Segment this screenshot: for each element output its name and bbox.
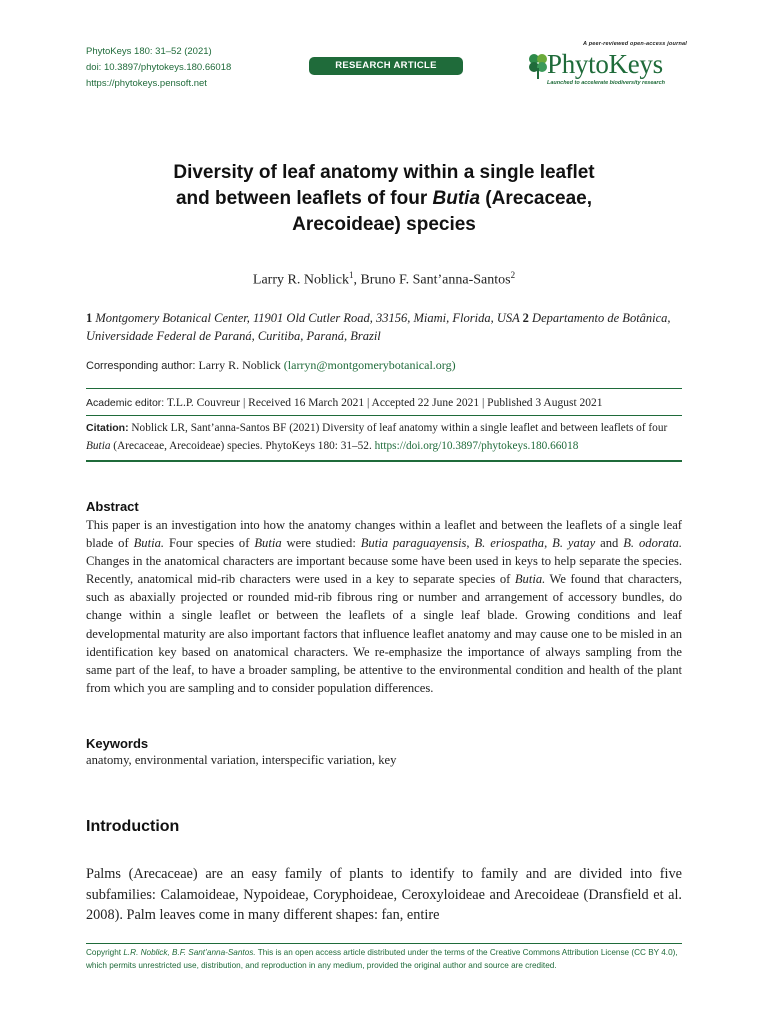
abstract-text: , xyxy=(466,536,475,551)
author-2[interactable]: Bruno F. Sant’anna-Santos xyxy=(360,272,511,288)
editorial-dates: T.L.P. Couvreur | Received 16 March 2021 | Accepted 22 June 2021 | Published 3 August 2021 xyxy=(164,397,603,409)
copyright-license: This is an open access article distributed under the terms of the Creative Commons Attribution License (CC BY 4.0), which permits unrestricted use, distribution, and reproduction in any medium, provided the original author and source are credited. xyxy=(86,948,678,970)
affil-2-number: 2 xyxy=(522,311,529,325)
abstract-taxon: Butia. xyxy=(514,572,546,587)
research-article-badge: RESEARCH ARTICLE xyxy=(309,57,463,75)
copyright-pre: Copyright xyxy=(86,948,124,957)
title-line-2 xyxy=(90,186,678,212)
divider xyxy=(86,460,682,462)
divider xyxy=(86,388,682,389)
editor-label: Academic editor: xyxy=(86,397,165,409)
logo-tagline: A peer-reviewed open-access journal xyxy=(583,41,687,47)
affil-2-text: Departamento de Botânica, Universidade Federal de Paraná, Curitiba, Paraná, Brazil xyxy=(86,311,671,343)
keywords-list: anatomy, environmental variation, interspecific variation, key xyxy=(86,753,397,767)
citation-doi-link[interactable]: https://doi.org/10.3897/phytokeys.180.66018 xyxy=(374,440,579,452)
title-genus: Butia xyxy=(432,188,481,209)
citation xyxy=(86,419,682,455)
logo-subtitle: Launched to accelerate biodiversity research xyxy=(547,80,665,86)
divider xyxy=(86,415,682,416)
author-separator: , xyxy=(353,272,361,288)
keywords-heading: Keywords xyxy=(86,736,149,751)
journal-header-info xyxy=(86,44,231,92)
citation-text-1: Noblick LR, Sant’anna-Santos BF (2021) Diversity of leaf anatomy within a single leaflet and between leaflets of four xyxy=(128,422,668,434)
abstract-text: This paper is an investigation into how the anatomy changes within a leaflet and between the leaflets of a single leaf blade of xyxy=(86,518,682,551)
author-1-affil: 1 xyxy=(348,270,354,280)
abstract-text: Changes in the anatomical characters are important because some have been used in keys to help separate the species. Recently, anatomical mid-rib characters were used in a key to separate species of xyxy=(86,554,682,587)
affil-1-number: 1 xyxy=(86,311,93,325)
title-line-2-pre: and between leaflets of four xyxy=(175,188,433,209)
abstract-body xyxy=(86,516,682,697)
journal-volume: PhytoKeys 180: 31–52 (2021) xyxy=(86,46,212,57)
affil-1-text: Montgomery Botanical Center, 11901 Old Cutler Road, 33156, Miami, Florida, USA xyxy=(95,311,520,325)
abstract-taxon: Butia paraguayensis xyxy=(360,536,467,551)
author-list xyxy=(90,270,678,289)
introduction-heading: Introduction xyxy=(86,818,180,835)
introduction-body: Palms (Arecaceae) are an easy family of plants to identify to family and are divided into five subfamilies: Calamoideae, Nypoideae, Coryphoideae, Ceroxyloideae and Arecoideae (Dransfield et al. 2008). Palm leaves come in many different shapes: fan, entire xyxy=(86,866,682,923)
abstract-taxon: B. eriospatha xyxy=(474,536,545,551)
corresponding-label: Corresponding author: xyxy=(86,360,196,372)
title-line-2-post: (Arecaceae, xyxy=(480,188,592,209)
author-1[interactable]: Larry R. Noblick xyxy=(252,272,349,288)
abstract-taxon: B. odorata. xyxy=(623,536,683,551)
abstract-taxon: B. yatay xyxy=(552,536,596,551)
citation-genus: Butia xyxy=(86,440,111,452)
title-line-1: Diversity of leaf anatomy within a single leaflet xyxy=(173,162,595,183)
author-2-affil: 2 xyxy=(510,270,516,280)
abstract-text: were studied: xyxy=(281,536,361,551)
phytokeys-logo xyxy=(527,40,687,90)
copyright-holders: L.R. Noblick, B.F. Sant’anna-Santos. xyxy=(123,948,256,957)
article-title xyxy=(90,160,678,238)
affiliations xyxy=(86,309,682,345)
footer-divider xyxy=(86,943,682,944)
journal-url[interactable]: https://phytokeys.pensoft.net xyxy=(86,78,207,89)
abstract-text: and xyxy=(595,536,624,551)
abstract-text: , xyxy=(544,536,553,551)
corresponding-email-link[interactable]: (larryn@montgomerybotanical.org) xyxy=(283,358,456,372)
abstract-text: Four species of xyxy=(164,536,255,551)
editorial-info xyxy=(86,397,682,409)
abstract-text: We found that characters, such as abaxially projected or rounded mid-rib fibrous ring or number and arrangement of accessory bundles, do change within a single leaflet or between the leaflets of a single leaf blade. Growing conditions and leaf developmental maturity are also important factors that influence leaflet anatomy and may cause one to be misled in an identification key based on anatomical characters. We re-emphasize the importance of always sampling from the same part of the leaf, to have a broader sampling, be attentive to the environmental condition and health of the plant from which you are sampling and to consider population differences. xyxy=(86,572,682,695)
citation-text-2: (Arecaceae, Arecoideae) species. PhytoKeys 180: 31–52. xyxy=(110,440,375,452)
citation-label: Citation: xyxy=(86,422,129,434)
doi-text[interactable]: doi: 10.3897/phytokeys.180.66018 xyxy=(86,62,232,73)
title-line-3: Arecoideae) species xyxy=(292,214,476,235)
corresponding-name: Larry R. Noblick xyxy=(195,358,284,372)
abstract-taxon: Butia xyxy=(254,536,282,551)
leaf-logo-icon xyxy=(527,52,549,80)
logo-wordmark: PhytoKeys xyxy=(547,49,663,79)
abstract-taxon: Butia. xyxy=(133,536,165,551)
corresponding-author xyxy=(86,358,456,373)
abstract-heading: Abstract xyxy=(86,499,139,514)
copyright-footer xyxy=(86,946,686,972)
